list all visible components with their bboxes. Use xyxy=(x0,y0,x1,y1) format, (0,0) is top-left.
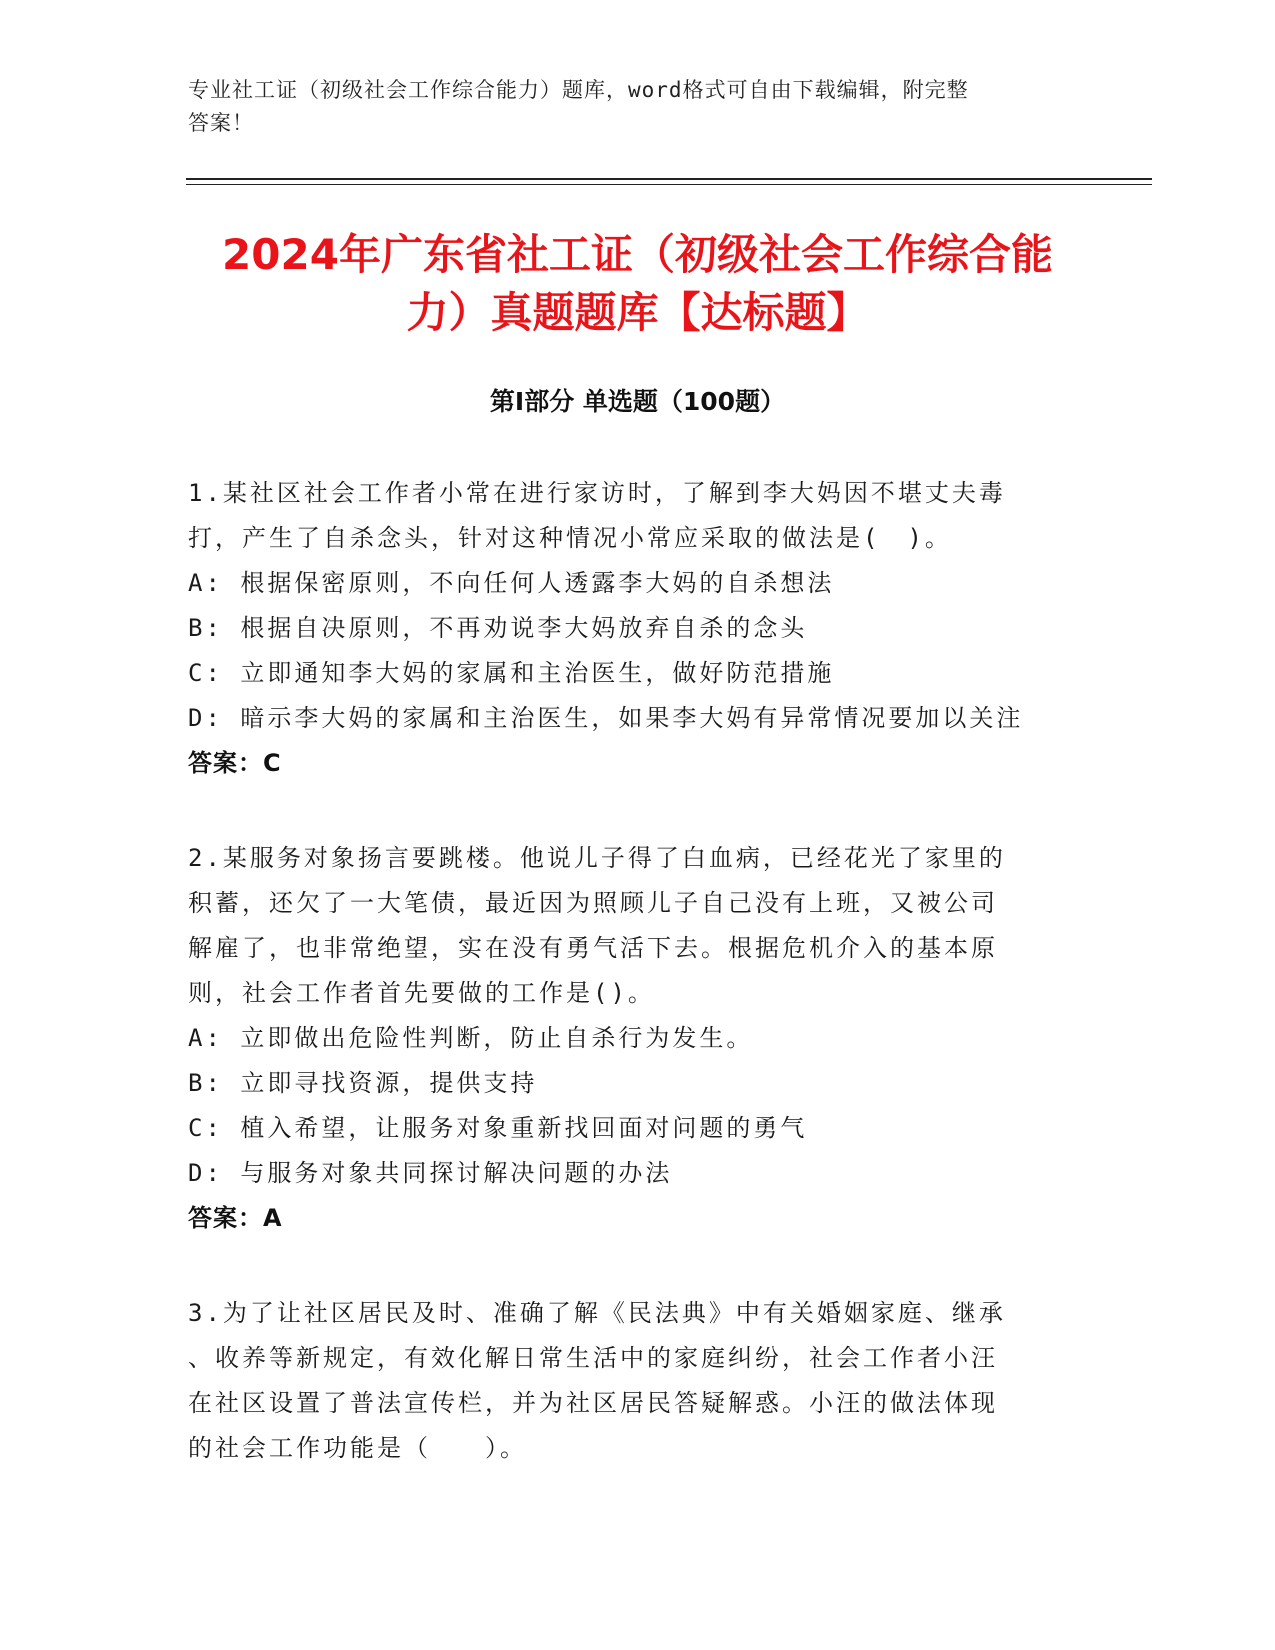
question-text-line: 在社区设置了普法宣传栏，并为社区居民答疑解惑。小汪的做法体现 xyxy=(188,1389,998,1417)
document-title xyxy=(160,226,1115,342)
question-text-line: 解雇了，也非常绝望，实在没有勇气活下去。根据危机介入的基本原 xyxy=(188,934,998,962)
question-3 xyxy=(188,1291,1068,1471)
option-d: D: 与服务对象共同探讨解决问题的办法 xyxy=(188,1159,673,1187)
question-text-line: 1.某社区社会工作者小常在进行家访时，了解到李大妈因不堪丈夫毒 xyxy=(188,479,1006,507)
header-divider-thick xyxy=(186,178,1152,180)
question-text-line: 则，社会工作者首先要做的工作是()。 xyxy=(188,979,655,1007)
section-heading: 第Ⅰ部分 单选题（100题） xyxy=(489,387,786,416)
question-list xyxy=(188,471,1068,1521)
option-a: A: 立即做出危险性判断，防止自杀行为发生。 xyxy=(188,1024,754,1052)
header-note xyxy=(188,74,1068,140)
document-title-line-1: 2024年广东省社工证（初级社会工作综合能 xyxy=(222,230,1053,279)
option-a: A: 根据保密原则，不向任何人透露李大妈的自杀想法 xyxy=(188,569,835,597)
option-d: D: 暗示李大妈的家属和主治医生，如果李大妈有异常情况要加以关注 xyxy=(188,704,1024,732)
option-c: C: 植入希望，让服务对象重新找回面对问题的勇气 xyxy=(188,1114,808,1142)
question-1 xyxy=(188,471,1068,786)
answer-label: 答案：C xyxy=(188,749,282,777)
option-c: C: 立即通知李大妈的家属和主治医生，做好防范措施 xyxy=(188,659,835,687)
question-text-line: 打，产生了自杀念头，针对这种情况小常应采取的做法是( )。 xyxy=(188,524,952,552)
question-text-line: 3.为了让社区居民及时、准确了解《民法典》中有关婚姻家庭、继承 xyxy=(188,1299,1006,1327)
header-divider-thin xyxy=(186,184,1152,185)
answer-label: 答案：A xyxy=(188,1204,283,1232)
option-b: B: 根据自决原则，不再劝说李大妈放弃自杀的念头 xyxy=(188,614,808,642)
document-title-line-2: 力）真题题库【达标题】 xyxy=(406,288,869,337)
option-b: B: 立即寻找资源，提供支持 xyxy=(188,1069,538,1097)
header-note-line-1: 专业社工证（初级社会工作综合能力）题库，word格式可自由下载编辑，附完整 xyxy=(188,78,969,102)
question-text-line: 、收养等新规定，有效化解日常生活中的家庭纠纷，社会工作者小汪 xyxy=(188,1344,998,1372)
header-note-line-2: 答案！ xyxy=(188,111,254,135)
question-text-line: 的社会工作功能是（ ）。 xyxy=(188,1434,527,1462)
question-2 xyxy=(188,836,1068,1241)
question-text-line: 2.某服务对象扬言要跳楼。他说儿子得了白血病，已经花光了家里的 xyxy=(188,844,1006,872)
question-text-line: 积蓄，还欠了一大笔债，最近因为照顾儿子自己没有上班，又被公司 xyxy=(188,889,998,917)
